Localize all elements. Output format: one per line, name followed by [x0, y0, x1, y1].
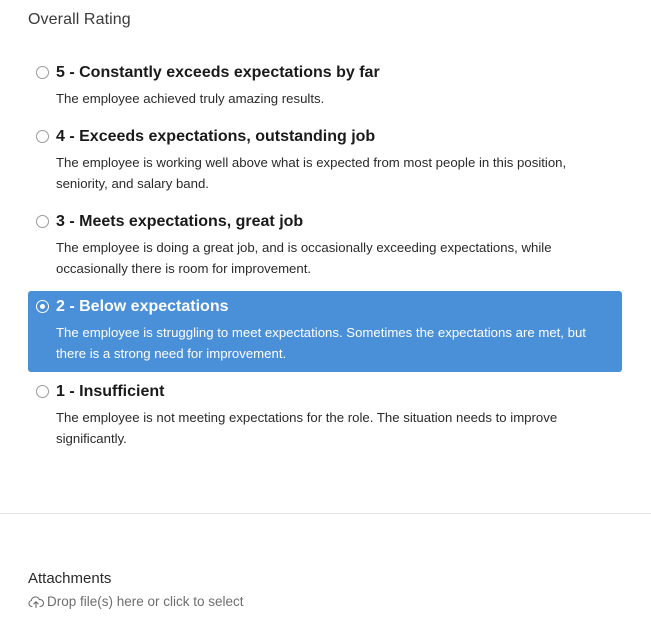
rating-option-description: The employee is doing a great job, and is occasionally exceeding expectations, while occasionally there is room for improvement. — [56, 240, 552, 276]
section-divider — [0, 513, 651, 514]
radio-icon[interactable] — [36, 130, 49, 143]
rating-option-label: 1 - Insufficient — [56, 383, 165, 400]
rating-option-description: The employee achieved truly amazing results. — [56, 91, 325, 106]
rating-option-label: 3 - Meets expectations, great job — [56, 213, 304, 230]
rating-option-description: The employee is struggling to meet expectations. Sometimes the expectations are met, but there is a strong need for improvement. — [56, 325, 586, 361]
overall-rating-title: Overall Rating — [28, 11, 131, 28]
rating-option-5[interactable] — [28, 57, 622, 117]
rating-option-label: 2 - Below expectations — [56, 298, 229, 315]
cloud-upload-icon — [28, 595, 44, 608]
rating-option-4[interactable] — [28, 121, 622, 202]
radio-icon[interactable] — [36, 215, 49, 228]
radio-icon[interactable] — [36, 300, 49, 313]
rating-option-label: 4 - Exceeds expectations, outstanding job — [56, 128, 376, 145]
file-dropzone[interactable] — [28, 594, 244, 609]
rating-option-2[interactable] — [28, 291, 622, 372]
rating-option-3[interactable] — [28, 206, 622, 287]
radio-icon[interactable] — [36, 66, 49, 79]
attachments-title: Attachments — [28, 570, 112, 587]
rating-option-description: The employee is working well above what is expected from most people in this position, seniority, and salary band. — [56, 155, 567, 191]
rating-options — [28, 57, 622, 457]
rating-option-description: The employee is not meeting expectations for the role. The situation needs to improve significantly. — [56, 410, 558, 446]
dropzone-text: Drop file(s) here or click to select — [47, 594, 244, 609]
rating-option-1[interactable] — [28, 376, 622, 457]
radio-icon[interactable] — [36, 385, 49, 398]
rating-option-label: 5 - Constantly exceeds expectations by far — [56, 64, 380, 81]
